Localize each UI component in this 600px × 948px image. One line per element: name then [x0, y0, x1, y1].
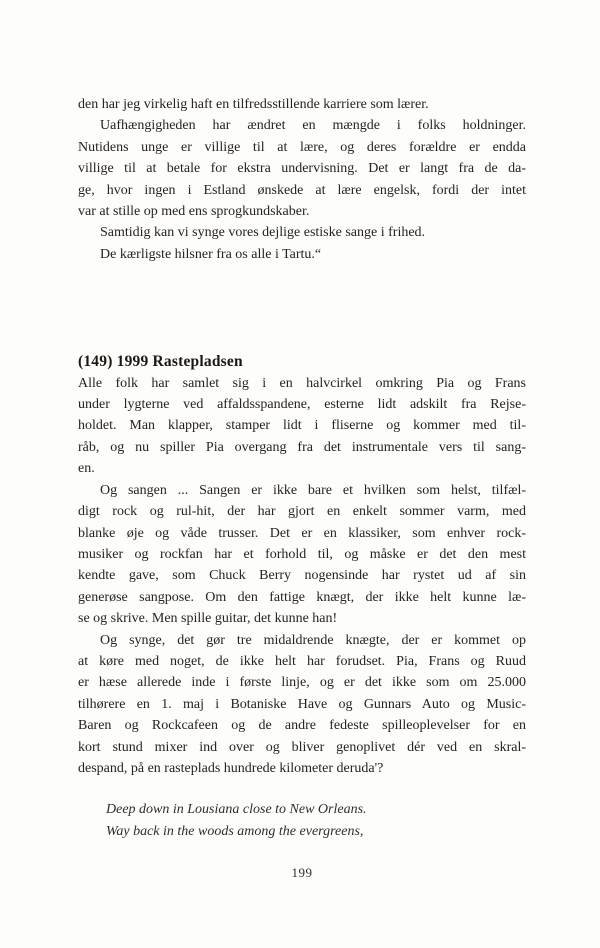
text-line: at køre med noget, de ikke helt har forudset. Pia, Frans og Ruud: [78, 653, 526, 669]
text-line: kendte gave, som Chuck Berry nogensinde har rystet ud af sin: [78, 568, 526, 584]
text-line: se og skrive. Men spille guitar, det kunne han!: [78, 611, 338, 627]
text-line: despand, på en rasteplads hundrede kilometer deruda'?: [78, 760, 384, 776]
paragraph: [78, 244, 526, 265]
text-line: ge, hvor ingen i Estland ønskede at lære engelsk, fordi der intet: [78, 182, 526, 198]
text-line: blanke øje og våde trusser. Det er en klassiker, som enhver rock-: [78, 525, 526, 541]
text-line: digt rock og rul-hit, der har gjort en enkelt sommer varm, med: [78, 504, 526, 520]
lyrics-block: [78, 799, 526, 843]
text-line: råb, og nu spiller Pia overgang fra det instrumentale vers til sang-: [78, 439, 526, 455]
text-line: musiker og rockfan har et forhold til, og måske er det den mest: [78, 546, 526, 562]
section-heading: (149) 1999 Rastepladsen: [78, 353, 243, 371]
text-line: villige til at betale for ekstra undervisning. Det er langt fra de da-: [78, 161, 526, 177]
text-block: [78, 94, 526, 881]
text-line: Og synge, det gør tre midaldrende knægte, der er kommet op: [100, 632, 526, 648]
paragraph: [78, 630, 526, 780]
lyric-line: Way back in the woods among the evergreens,: [106, 824, 364, 840]
text-line: Nutidens unge er villige til at lære, og deres forældre er endda: [78, 139, 526, 155]
text-line: Baren og Rockcafeen og de andre fedeste spilleoplevelser for en: [78, 718, 526, 734]
text-line: Og sangen ... Sangen er ikke bare et hvilken som helst, tilfæl-: [100, 482, 526, 498]
text-line: er hæse allerede inde i første linje, og er det ikke som om 25.000: [78, 675, 526, 691]
paragraph: [78, 480, 526, 630]
text-line: under lygterne ved affaldsspandene, esterne lidt adskilt fra Rejse-: [78, 397, 526, 413]
text-line: generøse sangpose. Om den fattige knægt, der ikke helt kunne læ-: [78, 589, 526, 605]
paragraph-continuation: [78, 94, 526, 115]
lyric-line: Deep down in Lousiana close to New Orleans.: [106, 802, 367, 818]
text-line: den har jeg virkelig haft en tilfredsstillende karriere som lærer.: [78, 97, 429, 112]
text-line: tilhørere en 1. maj i Botaniske Have og Gunnars Auto og Music-: [78, 696, 526, 712]
paragraph: [78, 115, 526, 222]
paragraph: [78, 222, 526, 243]
text-line: Uafhængigheden har ændret en mængde i folks holdninger.: [100, 118, 526, 134]
text-line: Samtidig kan vi synge vores dejlige estiske sange i frihed.: [100, 225, 426, 241]
text-line: Alle folk har samlet sig i en halvcirkel omkring Pia og Frans: [78, 375, 526, 391]
text-line: kort stund mixer ind over og bliver genoplivet dér ved en skral-: [78, 739, 526, 755]
text-line: De kærligste hilsner fra os alle i Tartu.“: [100, 246, 322, 262]
paragraph: [78, 373, 526, 480]
text-line: holdet. Man klapper, stamper lidt i fliserne og kommer med til-: [78, 418, 526, 434]
text-line: var at stille op med ens sprogkundskaber.: [78, 204, 310, 220]
page-number: 199: [291, 865, 313, 881]
text-line: en.: [78, 461, 95, 477]
